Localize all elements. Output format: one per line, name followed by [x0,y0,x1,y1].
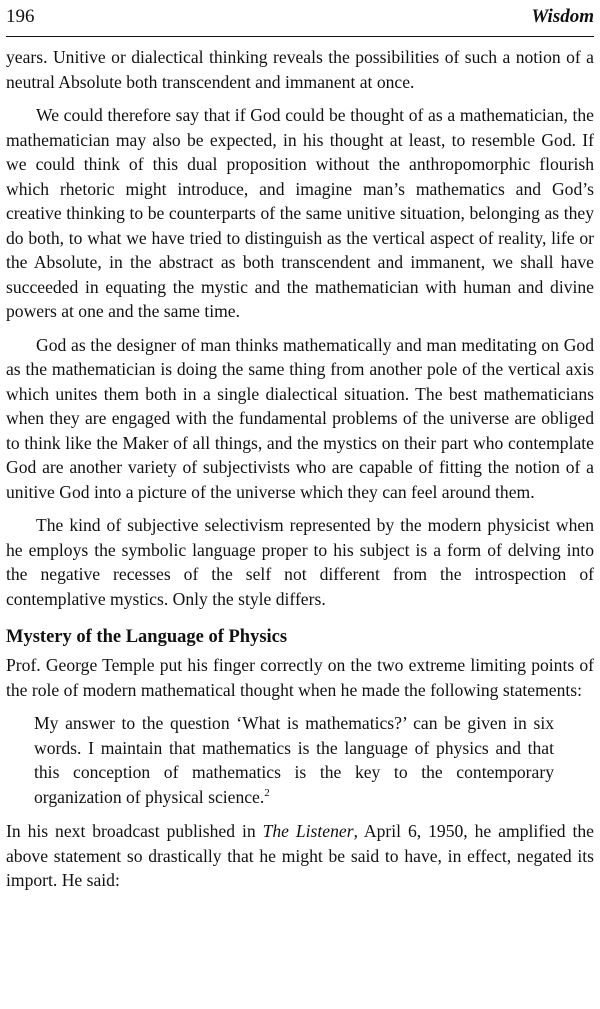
page-number: 196 [6,6,35,27]
paragraph-4: The kind of subjective selectivism represented by the modern physicist when he employs the symbolic language proper to his subject is a form of delving into the negative recesses of the self not different from the introspection of contemplative mystics. Only the style differs. [6,515,594,609]
quote-text: My answer to the question ‘What is mathematics?’ can be given in six words. I maintain that mathematics is the language of physics and that this conception of mathematics is the key to the contemporary organization of physical science. [34,713,554,807]
paragraph-1: years. Unitive or dialectical thinking reveals the possibilities of such a notion of a neutral Absolute both transcendent and immanent at once. [6,47,594,92]
paragraph-5: Prof. George Temple put his finger correctly on the two extreme limiting points of the role of modern mathematical thought when he made the following statements: [6,655,594,700]
paragraph-3: God as the designer of man thinks mathematically and man meditating on God as the mathematician is doing the same thing from another pole of the vertical axis which unites them both in a single dialectical situation. The best mathematicians when they are engaged with the fundamental problems of the universe are obliged to think like the Maker of all things, and the mystics on their part who contemplate God are another variety of subjectivists who are capable of fitting the notion of a unitive God into a picture of the universe which they can feel around them. [6,334,594,502]
paragraph-6 [6,819,594,893]
paragraph-2: We could therefore say that if God could be thought of as a mathematician, the mathematician may also be expected, in his thought at least, to resemble God. If we could think of this dual proposition without the anthropomorphic flourish which rhetoric might introduce, and imagine man’s mathematics and God’s creative thinking to be counterparts of the same unitive situation, belonging as they do both, to what we have tried to distinguish as the vertical aspect of reality, life or the Absolute, in the abstract as both transcendent and immanent, we shall have succeeded in equating the mystic and the mathematician with human and divine powers at one and the same time. [6,105,594,321]
footnote-reference: 2 [264,786,270,799]
publication-title: The Listener [262,821,354,841]
header-rule [6,36,594,37]
page-header [6,6,594,28]
document-page [6,6,594,902]
paragraph-6-start: In his next broadcast published in [6,821,263,841]
running-title: Wisdom [531,6,594,27]
paragraph-6-end: , April 6, 1950, he amplified the above statement so drastically that he might be said to have, in effect, negated its import. He said: [6,821,594,890]
block-quote [34,711,554,809]
section-heading: Mystery of the Language of Physics [6,627,288,647]
